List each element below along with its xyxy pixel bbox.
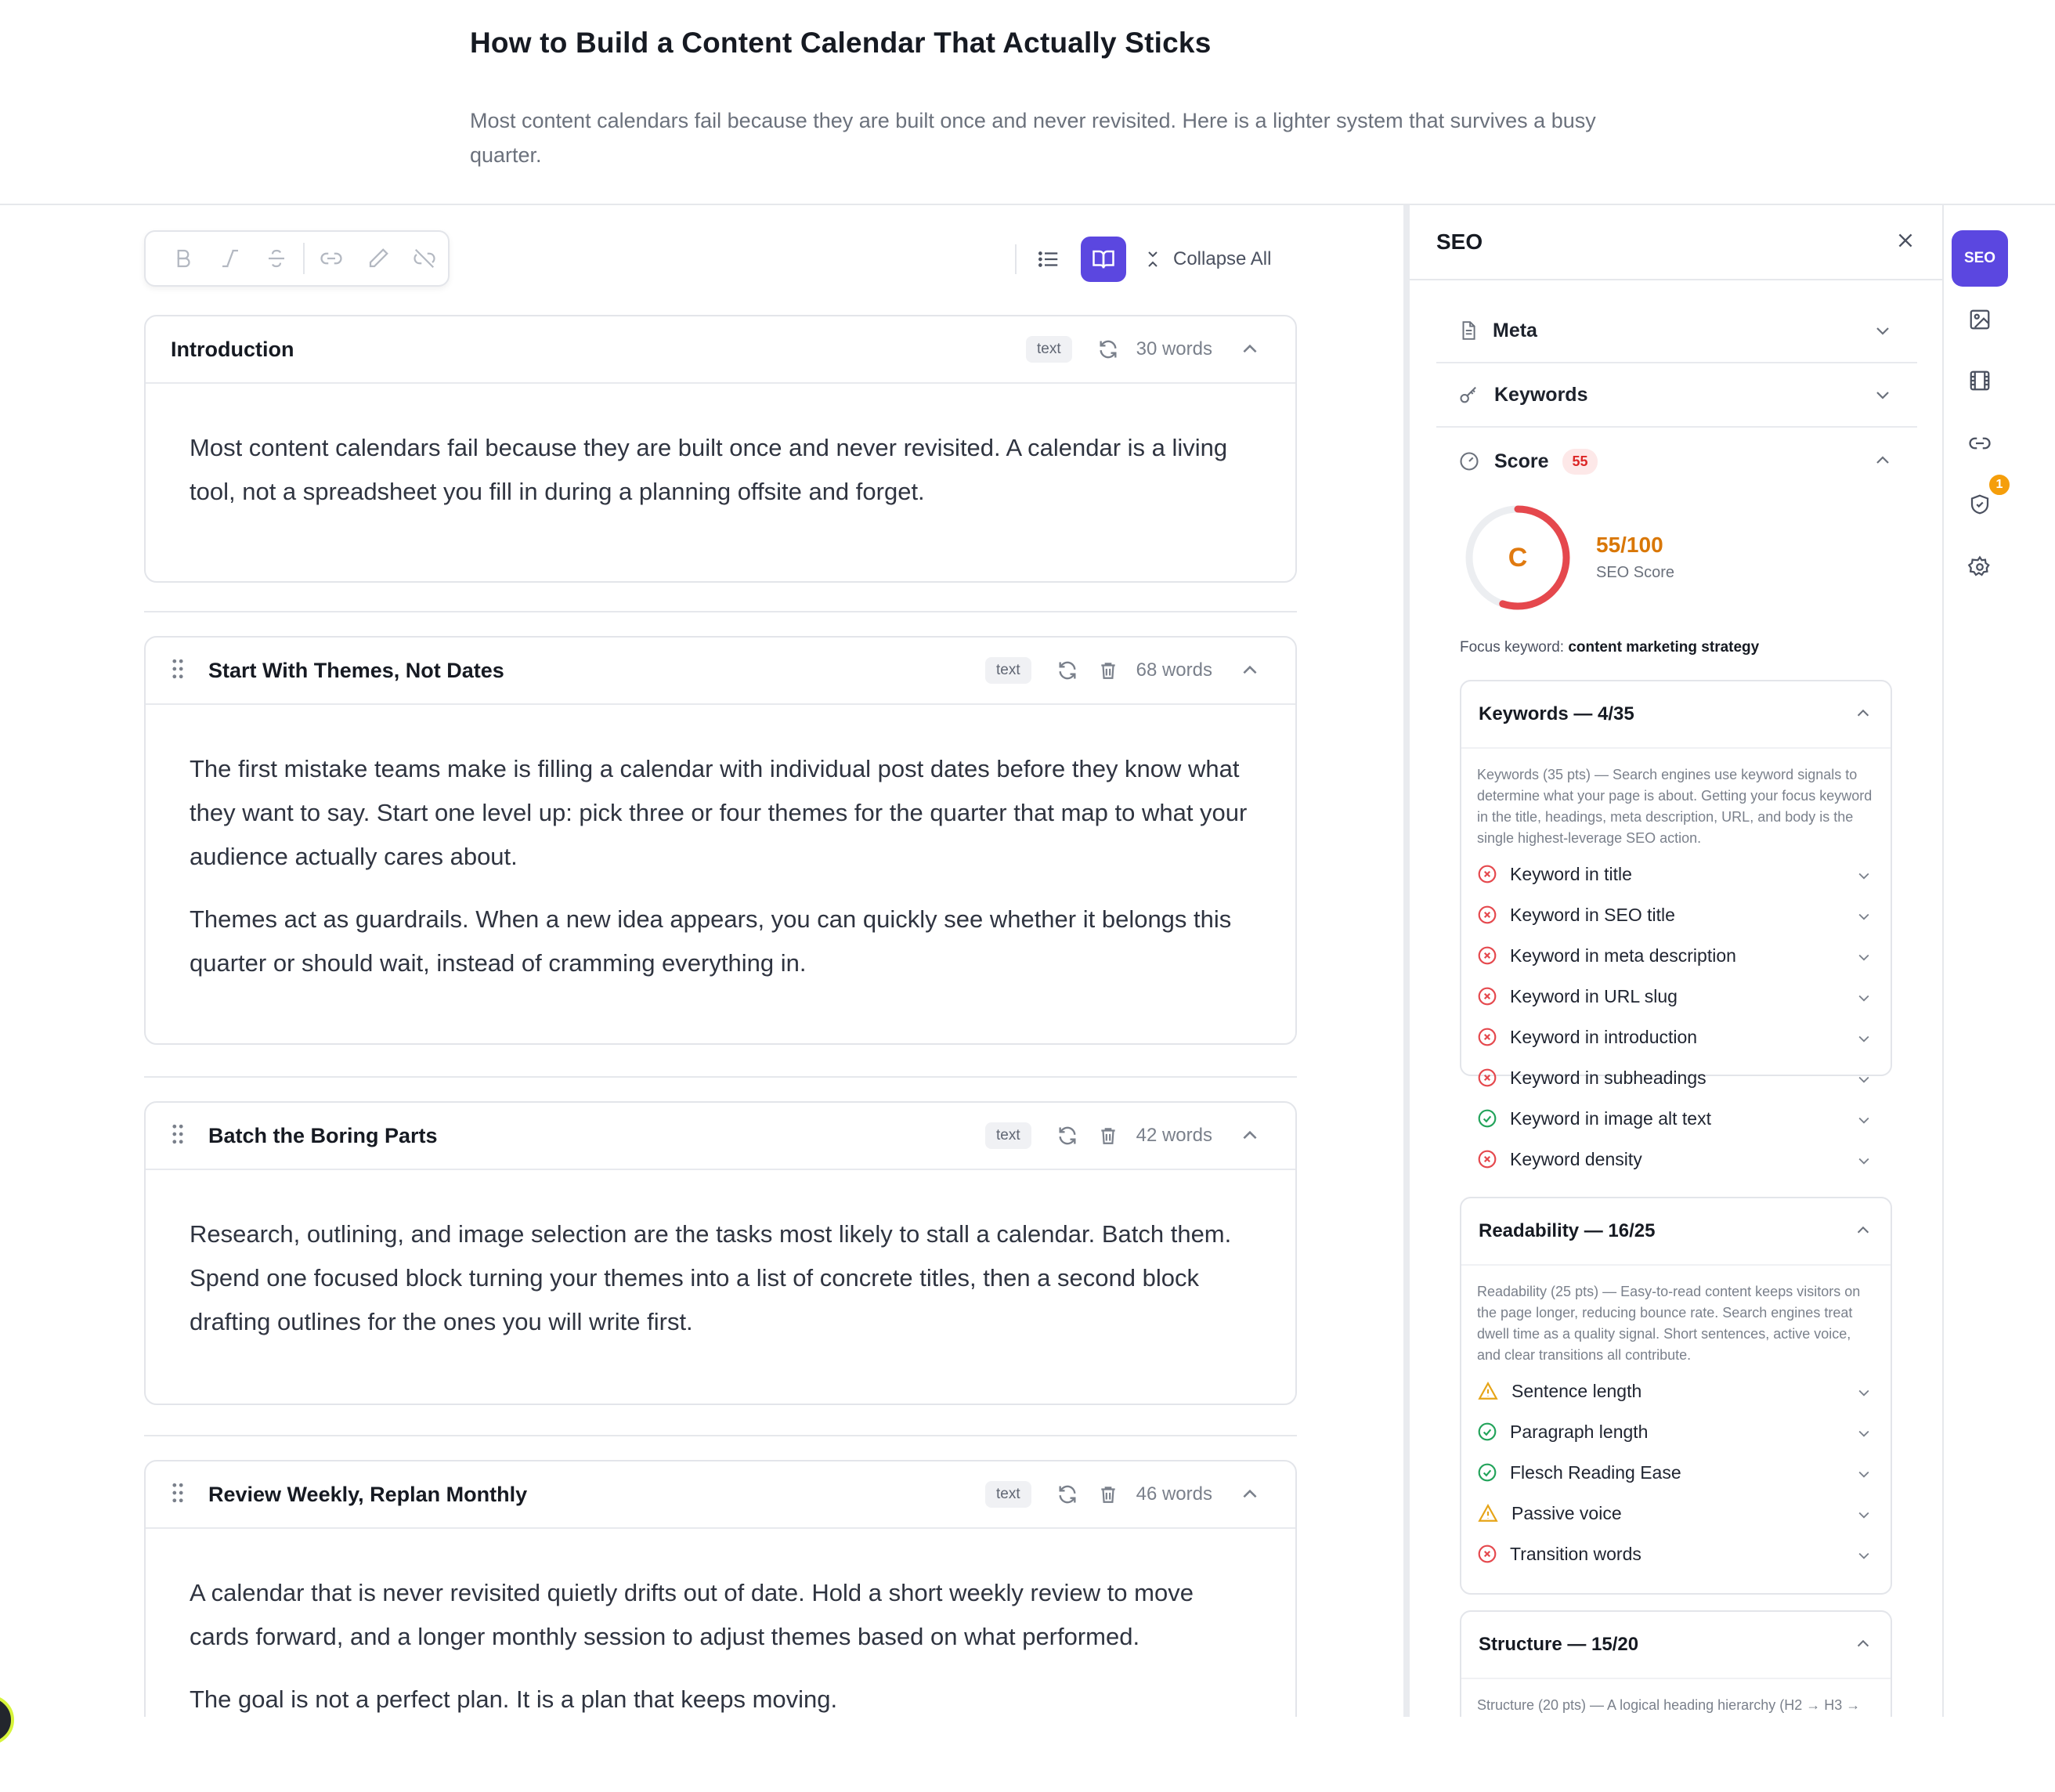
seo-check-item[interactable]	[1461, 1411, 1891, 1452]
chevron-down-icon	[1856, 1153, 1872, 1172]
chevron-down-icon	[1856, 1507, 1872, 1526]
seo-check-item[interactable]	[1461, 1452, 1891, 1493]
check-circle-icon	[1477, 1462, 1497, 1483]
structure-card-description: Structure (20 pts) — A logical heading hierarchy (H2 → H3 →	[1477, 1697, 1861, 1713]
keywords-card	[1460, 680, 1892, 1169]
meta-accordion[interactable]	[1436, 299, 1917, 363]
settings-icon[interactable]	[1952, 539, 2008, 595]
meta-label: Meta	[1493, 319, 1537, 341]
chevron-up-icon	[1873, 451, 1892, 474]
keywords-card-title: Keywords — 4/35	[1479, 703, 1634, 724]
seo-check-item[interactable]	[1461, 1493, 1891, 1534]
chevron-down-icon	[1856, 1466, 1872, 1486]
section-introduction	[144, 315, 1297, 583]
score-ring	[1463, 503, 1573, 612]
reading-view-button[interactable]	[1081, 237, 1126, 282]
gauge-icon	[1458, 450, 1480, 472]
x-circle-icon	[1477, 986, 1497, 1006]
trash-icon[interactable]	[1088, 1125, 1129, 1147]
seo-panel-title: SEO	[1436, 229, 1483, 254]
word-count: 30 words	[1136, 338, 1212, 359]
structure-card-title: Structure — 15/20	[1479, 1634, 1639, 1655]
regenerate-icon[interactable]	[1047, 1125, 1088, 1147]
drag-handle-icon[interactable]	[171, 1123, 190, 1149]
pencil-icon[interactable]	[355, 235, 402, 282]
chevron-down-icon	[1856, 909, 1872, 928]
editor-area	[0, 205, 1403, 1717]
list-icon	[1037, 247, 1060, 271]
paragraph[interactable]: Research, outlining, and image selection are the tasks most likely to stall a calendar. Batch them. Spend one focused block turning your themes into a list of concrete titles, then a second block drafting outlines for the ones you will write first.	[190, 1220, 1232, 1335]
chevron-up-icon[interactable]	[1230, 660, 1270, 681]
section-header[interactable]	[146, 316, 1295, 384]
seo-check-label: Flesch Reading Ease	[1510, 1461, 1681, 1483]
readability-card	[1460, 1197, 1892, 1595]
score-badge: 55	[1562, 449, 1597, 475]
seo-check-label: Keyword in introduction	[1510, 1026, 1698, 1047]
section-body[interactable]	[146, 384, 1295, 564]
paragraph[interactable]: The goal is not a perfect plan. It is a plan that keeps moving.	[190, 1685, 838, 1713]
seo-check-item[interactable]	[1461, 894, 1891, 935]
seo-check-label: Keyword density	[1510, 1148, 1642, 1169]
chevron-up-icon	[1855, 705, 1872, 726]
drag-handle-icon[interactable]	[171, 658, 190, 684]
readability-card-description: Readability (25 pts) — Easy-to-read content keeps visitors on the page longer, reducing bounce rate. Search engines treat dwell time as a quality signal. Short sentences, active voice, and clear transitions all contribute.	[1477, 1284, 1861, 1363]
section-start-with-themes	[144, 636, 1297, 1045]
x-circle-icon	[1477, 1544, 1497, 1564]
drag-handle-icon[interactable]	[171, 1482, 190, 1508]
readability-card-header[interactable]	[1461, 1198, 1891, 1266]
seo-check-label: Keyword in image alt text	[1510, 1107, 1711, 1129]
chevron-down-icon	[1856, 1425, 1872, 1445]
seo-check-item[interactable]	[1461, 1017, 1891, 1057]
film-icon[interactable]	[1952, 352, 2008, 409]
seo-check-item[interactable]	[1461, 935, 1891, 976]
close-icon[interactable]	[1895, 230, 1916, 255]
seo-check-label: Sentence length	[1511, 1380, 1642, 1401]
chevron-down-icon	[1856, 1031, 1872, 1050]
keywords-check-list	[1461, 854, 1891, 1180]
seo-check-label: Passive voice	[1511, 1502, 1622, 1523]
score-caption: SEO Score	[1596, 564, 1675, 581]
document-header	[0, 0, 2055, 205]
seo-check-item[interactable]	[1461, 976, 1891, 1017]
chevron-up-icon	[1855, 1222, 1872, 1243]
keywords-card-header[interactable]	[1461, 681, 1891, 749]
paragraph[interactable]: Most content calendars fail because they are built once and never revisited. A calendar is a living tool, not a spreadsheet you fill in during a planning offsite and forget.	[190, 434, 1228, 505]
chevron-down-icon	[1856, 949, 1872, 969]
format-toolbar	[144, 230, 450, 287]
key-icon	[1458, 384, 1480, 406]
section-type-badge: text	[985, 1122, 1031, 1149]
document-title[interactable]: How to Build a Content Calendar That Actually Sticks	[470, 27, 1212, 59]
italic-icon[interactable]	[207, 235, 254, 282]
seo-check-item[interactable]	[1461, 1098, 1891, 1139]
list-view-button[interactable]	[1026, 237, 1071, 282]
x-circle-icon	[1477, 1149, 1497, 1169]
x-circle-icon	[1477, 945, 1497, 966]
focus-keyword-value[interactable]: content marketing strategy	[1568, 639, 1760, 656]
image-icon[interactable]	[1952, 291, 2008, 348]
x-circle-icon	[1477, 864, 1497, 884]
readability-check-list	[1461, 1371, 1891, 1574]
document-subtitle[interactable]: Most content calendars fail because they are built once and never revisited. Here is a lighter system that survives a busy quarter.	[470, 109, 1596, 167]
seo-check-label: Keyword in SEO title	[1510, 904, 1675, 925]
check-circle-icon	[1477, 1108, 1497, 1129]
warning-icon	[1477, 1503, 1499, 1523]
score-label: Score	[1494, 450, 1549, 472]
score-value: 55/100	[1596, 533, 1663, 557]
section-title[interactable]: Introduction	[171, 337, 294, 361]
regenerate-icon[interactable]	[1047, 659, 1088, 681]
seo-check-item[interactable]	[1461, 1534, 1891, 1574]
chevron-down-icon	[1873, 385, 1892, 408]
seo-panel-header	[1410, 205, 1942, 280]
unlink-icon[interactable]	[401, 235, 448, 282]
word-count: 42 words	[1136, 1125, 1212, 1146]
section-type-badge: text	[1026, 336, 1072, 363]
chevron-down-icon	[1856, 1112, 1872, 1132]
seo-check-label: Paragraph length	[1510, 1421, 1649, 1442]
section-title[interactable]: Start With Themes, Not Dates	[208, 658, 504, 682]
seo-rail-button[interactable]: SEO	[1952, 230, 2008, 287]
focus-keyword	[1460, 639, 1759, 656]
seo-check-label: Transition words	[1510, 1543, 1641, 1564]
regenerate-icon[interactable]	[1047, 1483, 1088, 1505]
shield-check-icon[interactable]	[1952, 476, 2008, 533]
readability-card-title: Readability — 16/25	[1479, 1220, 1656, 1241]
section-batch-the-boring-parts	[144, 1101, 1297, 1405]
section-divider	[144, 611, 1297, 612]
section-type-badge: text	[985, 657, 1031, 684]
link-icon[interactable]	[1952, 415, 2008, 471]
section-header[interactable]	[146, 1461, 1295, 1529]
chevron-down-icon	[1856, 990, 1872, 1010]
paragraph[interactable]: Themes act as guardrails. When a new idea appears, you can quickly see whether it belongs this quarter or should wait, instead of cramming everything in.	[190, 905, 1232, 977]
section-header[interactable]	[146, 1103, 1295, 1170]
chevron-up-icon[interactable]	[1230, 339, 1270, 359]
chevron-up-icon[interactable]	[1230, 1125, 1270, 1146]
seo-check-label: Keyword in URL slug	[1510, 985, 1678, 1006]
section-body[interactable]	[146, 1170, 1295, 1394]
word-count: 68 words	[1136, 659, 1212, 681]
right-rail	[1942, 205, 2055, 1717]
strikethrough-icon[interactable]	[253, 235, 300, 282]
focus-keyword-label: Focus keyword:	[1460, 639, 1565, 656]
seo-check-label: Keyword in meta description	[1510, 945, 1736, 966]
view-tools	[1015, 237, 1271, 282]
chevron-up-icon	[1855, 1635, 1872, 1657]
check-circle-icon	[1477, 1422, 1497, 1442]
panel-divider[interactable]	[1403, 205, 1410, 1717]
regenerate-icon[interactable]	[1088, 338, 1129, 360]
warning-icon	[1477, 1381, 1499, 1401]
seo-panel	[1410, 205, 1942, 1717]
link-icon[interactable]	[308, 235, 355, 282]
section-title[interactable]: Review Weekly, Replan Monthly	[208, 1482, 528, 1506]
collapse-icon	[1143, 247, 1162, 271]
keywords-accordion[interactable]	[1436, 363, 1917, 428]
seo-check-item[interactable]	[1461, 1139, 1891, 1180]
section-divider	[144, 1076, 1297, 1078]
collapse-all-label: Collapse All	[1173, 248, 1272, 269]
score-grade: C	[1508, 542, 1528, 573]
section-body[interactable]	[146, 705, 1295, 1035]
x-circle-icon	[1477, 1027, 1497, 1047]
score-accordion[interactable]	[1436, 429, 1917, 493]
trash-icon[interactable]	[1088, 1483, 1129, 1505]
view-tools-divider	[1015, 244, 1017, 274]
trash-icon[interactable]	[1088, 659, 1129, 681]
section-title[interactable]: Batch the Boring Parts	[208, 1123, 438, 1147]
chevron-down-icon	[1856, 1548, 1872, 1567]
chevron-down-icon	[1856, 1071, 1872, 1091]
document-icon	[1458, 320, 1479, 341]
seo-check-label: Keyword in subheadings	[1510, 1067, 1706, 1088]
book-open-icon	[1092, 247, 1115, 271]
chevron-down-icon	[1856, 1385, 1872, 1404]
word-count: 46 words	[1136, 1483, 1212, 1505]
section-divider	[144, 1435, 1297, 1436]
notification-badge: 1	[1988, 473, 2011, 497]
structure-card-header[interactable]	[1461, 1612, 1891, 1679]
seo-check-item[interactable]	[1461, 854, 1891, 894]
seo-check-label: Keyword in title	[1510, 863, 1632, 884]
bottom-strip	[0, 1717, 2055, 1792]
bold-icon[interactable]	[160, 235, 207, 282]
paragraph[interactable]: The first mistake teams make is filling a calendar with individual post dates before they know what they want to say. Start one level up: pick three or four themes for the quarter that map to what your audience actually cares about.	[190, 755, 1248, 870]
seo-check-item[interactable]	[1461, 1371, 1891, 1411]
paragraph[interactable]: A calendar that is never revisited quietly drifts out of date. Hold a short weekly review to move cards forward, and a longer monthly session to adjust themes based on what performed.	[190, 1579, 1194, 1650]
keywords-label: Keywords	[1494, 383, 1588, 406]
collapse-all-button[interactable]	[1143, 247, 1271, 271]
chevron-up-icon[interactable]	[1230, 1484, 1270, 1505]
seo-check-item[interactable]	[1461, 1057, 1891, 1098]
chevron-down-icon	[1856, 868, 1872, 887]
keywords-card-description: Keywords (35 pts) — Search engines use keyword signals to determine what your page is about. Getting your focus keyword in the title, headings, meta description, URL, and body is the single highest-leverage SEO action.	[1477, 767, 1873, 846]
section-type-badge: text	[985, 1481, 1031, 1508]
x-circle-icon	[1477, 905, 1497, 925]
x-circle-icon	[1477, 1068, 1497, 1088]
chevron-down-icon	[1873, 321, 1892, 344]
toolbar-divider	[303, 243, 305, 274]
section-header[interactable]	[146, 638, 1295, 705]
